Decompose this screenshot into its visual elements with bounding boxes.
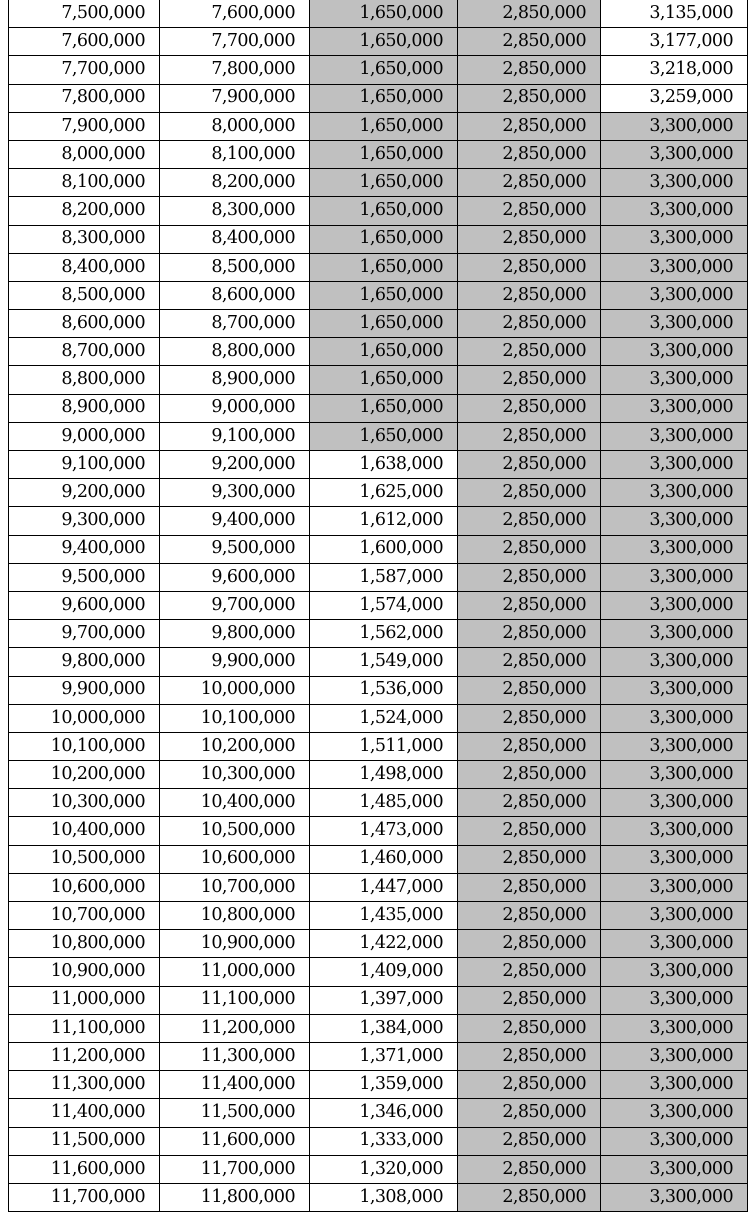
table-cell: 1,650,000	[310, 281, 458, 309]
table-cell: 3,300,000	[601, 535, 748, 563]
table-cell: 8,600,000	[9, 310, 160, 338]
table-cell: 1,650,000	[310, 0, 458, 28]
table-cell: 3,259,000	[601, 84, 748, 112]
table-cell: 2,850,000	[458, 225, 601, 253]
table-cell: 11,000,000	[160, 958, 310, 986]
table-cell: 3,300,000	[601, 732, 748, 760]
table-cell: 9,400,000	[160, 507, 310, 535]
table-cell: 8,500,000	[9, 281, 160, 309]
table-cell: 1,650,000	[310, 28, 458, 56]
table-row	[9, 394, 748, 422]
table-cell: 2,850,000	[458, 676, 601, 704]
table-cell: 7,600,000	[160, 0, 310, 28]
table-row	[9, 1042, 748, 1070]
table-cell: 11,400,000	[9, 1099, 160, 1127]
table-row	[9, 761, 748, 789]
table-row	[9, 0, 748, 28]
table-cell: 8,300,000	[160, 197, 310, 225]
table-cell: 10,200,000	[160, 732, 310, 760]
table-row	[9, 704, 748, 732]
table-cell: 10,800,000	[160, 902, 310, 930]
table-cell: 1,650,000	[310, 197, 458, 225]
table-cell: 3,300,000	[601, 789, 748, 817]
table-cell: 9,900,000	[9, 676, 160, 704]
table-cell: 1,650,000	[310, 394, 458, 422]
table-cell: 10,300,000	[9, 789, 160, 817]
table-row	[9, 845, 748, 873]
table-cell: 9,500,000	[160, 535, 310, 563]
table-cell: 8,700,000	[9, 338, 160, 366]
table-cell: 2,850,000	[458, 930, 601, 958]
table-cell: 2,850,000	[458, 0, 601, 28]
table-cell: 1,435,000	[310, 902, 458, 930]
table-row	[9, 958, 748, 986]
table-cell: 10,400,000	[9, 817, 160, 845]
table-cell: 2,850,000	[458, 1042, 601, 1070]
table-row	[9, 535, 748, 563]
table-cell: 8,800,000	[9, 366, 160, 394]
table-cell: 1,650,000	[310, 140, 458, 168]
table-row	[9, 789, 748, 817]
table-row	[9, 817, 748, 845]
table-cell: 8,800,000	[160, 338, 310, 366]
table-row	[9, 1155, 748, 1183]
table-cell: 8,100,000	[9, 169, 160, 197]
table-row	[9, 1099, 748, 1127]
table-cell: 9,700,000	[160, 591, 310, 619]
table-cell: 10,900,000	[160, 930, 310, 958]
table-cell: 10,700,000	[160, 873, 310, 901]
table-cell: 3,300,000	[601, 479, 748, 507]
table-cell: 1,650,000	[310, 112, 458, 140]
table-cell: 2,850,000	[458, 338, 601, 366]
table-cell: 8,000,000	[160, 112, 310, 140]
table-cell: 10,900,000	[9, 958, 160, 986]
table-cell: 1,308,000	[310, 1183, 458, 1211]
table-cell: 11,100,000	[160, 986, 310, 1014]
table-row	[9, 338, 748, 366]
table-cell: 2,850,000	[458, 648, 601, 676]
table-cell: 3,300,000	[601, 310, 748, 338]
table-cell: 3,300,000	[601, 225, 748, 253]
table-cell: 11,000,000	[9, 986, 160, 1014]
table-cell: 3,300,000	[601, 902, 748, 930]
table-cell: 3,300,000	[601, 620, 748, 648]
table-cell: 3,300,000	[601, 394, 748, 422]
table-cell: 2,850,000	[458, 422, 601, 450]
table-cell: 1,384,000	[310, 1014, 458, 1042]
table-cell: 3,300,000	[601, 1014, 748, 1042]
table-cell: 1,625,000	[310, 479, 458, 507]
table-cell: 2,850,000	[458, 817, 601, 845]
table-cell: 1,650,000	[310, 84, 458, 112]
table-cell: 1,650,000	[310, 338, 458, 366]
table-cell: 3,300,000	[601, 845, 748, 873]
table-cell: 1,524,000	[310, 704, 458, 732]
table-cell: 11,500,000	[9, 1127, 160, 1155]
table-cell: 7,800,000	[9, 84, 160, 112]
table-cell: 9,100,000	[160, 422, 310, 450]
table-cell: 1,562,000	[310, 620, 458, 648]
table-cell: 1,333,000	[310, 1127, 458, 1155]
table-cell: 8,900,000	[9, 394, 160, 422]
table-cell: 2,850,000	[458, 1127, 601, 1155]
table-cell: 8,000,000	[9, 140, 160, 168]
table-cell: 9,100,000	[9, 451, 160, 479]
table-row	[9, 732, 748, 760]
table-row	[9, 873, 748, 901]
table-cell: 7,500,000	[9, 0, 160, 28]
table-cell: 1,612,000	[310, 507, 458, 535]
table-cell: 8,600,000	[160, 281, 310, 309]
table-cell: 1,498,000	[310, 761, 458, 789]
table-row	[9, 140, 748, 168]
table-row	[9, 366, 748, 394]
table-cell: 2,850,000	[458, 1183, 601, 1211]
table-cell: 9,600,000	[160, 563, 310, 591]
table-cell: 3,300,000	[601, 986, 748, 1014]
table-row	[9, 310, 748, 338]
table-cell: 3,300,000	[601, 1071, 748, 1099]
table-cell: 2,850,000	[458, 253, 601, 281]
table-row	[9, 930, 748, 958]
table-cell: 9,800,000	[9, 648, 160, 676]
table-cell: 3,300,000	[601, 817, 748, 845]
table-row	[9, 169, 748, 197]
table-cell: 1,638,000	[310, 451, 458, 479]
table-cell: 3,300,000	[601, 1183, 748, 1211]
table-cell: 2,850,000	[458, 451, 601, 479]
table-cell: 11,600,000	[9, 1155, 160, 1183]
table-cell: 9,400,000	[9, 535, 160, 563]
table-cell: 9,000,000	[160, 394, 310, 422]
table-cell: 9,500,000	[9, 563, 160, 591]
table-cell: 3,218,000	[601, 56, 748, 84]
table-cell: 1,409,000	[310, 958, 458, 986]
table-cell: 1,460,000	[310, 845, 458, 873]
table-cell: 3,300,000	[601, 873, 748, 901]
table-cell: 2,850,000	[458, 197, 601, 225]
table-cell: 8,200,000	[9, 197, 160, 225]
table-cell: 3,300,000	[601, 648, 748, 676]
table-cell: 7,700,000	[9, 56, 160, 84]
table-cell: 2,850,000	[458, 1071, 601, 1099]
table-cell: 7,800,000	[160, 56, 310, 84]
table-cell: 2,850,000	[458, 789, 601, 817]
table-cell: 3,300,000	[601, 140, 748, 168]
table-cell: 11,500,000	[160, 1099, 310, 1127]
table-cell: 11,800,000	[160, 1183, 310, 1211]
table-cell: 11,400,000	[160, 1071, 310, 1099]
table-cell: 3,300,000	[601, 958, 748, 986]
table-cell: 2,850,000	[458, 761, 601, 789]
table-body	[9, 0, 748, 1212]
table-row	[9, 422, 748, 450]
table-row	[9, 563, 748, 591]
table-cell: 2,850,000	[458, 535, 601, 563]
table-row	[9, 1127, 748, 1155]
table-cell: 1,574,000	[310, 591, 458, 619]
table-row	[9, 112, 748, 140]
table-cell: 11,600,000	[160, 1127, 310, 1155]
table-cell: 8,400,000	[9, 253, 160, 281]
table-cell: 3,300,000	[601, 1155, 748, 1183]
table-cell: 9,200,000	[160, 451, 310, 479]
table-cell: 3,300,000	[601, 563, 748, 591]
table-cell: 10,500,000	[160, 817, 310, 845]
table-cell: 8,100,000	[160, 140, 310, 168]
table-cell: 2,850,000	[458, 28, 601, 56]
table-row	[9, 1071, 748, 1099]
table-cell: 10,500,000	[9, 845, 160, 873]
table-cell: 1,600,000	[310, 535, 458, 563]
table-cell: 2,850,000	[458, 902, 601, 930]
table-cell: 11,100,000	[9, 1014, 160, 1042]
table-cell: 2,850,000	[458, 591, 601, 619]
table-cell: 3,300,000	[601, 338, 748, 366]
table-cell: 3,300,000	[601, 281, 748, 309]
table-cell: 8,900,000	[160, 366, 310, 394]
table-row	[9, 1183, 748, 1211]
table-cell: 3,300,000	[601, 1099, 748, 1127]
table-cell: 9,900,000	[160, 648, 310, 676]
table-cell: 10,800,000	[9, 930, 160, 958]
table-row	[9, 676, 748, 704]
table-cell: 3,300,000	[601, 704, 748, 732]
table-cell: 10,000,000	[160, 676, 310, 704]
table-cell: 7,700,000	[160, 28, 310, 56]
table-cell: 8,300,000	[9, 225, 160, 253]
table-cell: 1,650,000	[310, 225, 458, 253]
table-row	[9, 451, 748, 479]
table-cell: 10,600,000	[9, 873, 160, 901]
table-cell: 8,400,000	[160, 225, 310, 253]
table-cell: 9,800,000	[160, 620, 310, 648]
table-cell: 2,850,000	[458, 56, 601, 84]
table-cell: 2,850,000	[458, 1099, 601, 1127]
table-cell: 3,300,000	[601, 422, 748, 450]
table-container	[8, 0, 747, 1212]
table-cell: 2,850,000	[458, 958, 601, 986]
table-cell: 10,100,000	[9, 732, 160, 760]
table-row	[9, 591, 748, 619]
table-cell: 11,700,000	[160, 1155, 310, 1183]
table-row	[9, 902, 748, 930]
table-row	[9, 281, 748, 309]
table-cell: 3,300,000	[601, 253, 748, 281]
table-cell: 10,000,000	[9, 704, 160, 732]
table-cell: 11,700,000	[9, 1183, 160, 1211]
table-cell: 3,300,000	[601, 169, 748, 197]
table-cell: 2,850,000	[458, 310, 601, 338]
table-cell: 1,320,000	[310, 1155, 458, 1183]
table-cell: 3,300,000	[601, 112, 748, 140]
table-row	[9, 1014, 748, 1042]
table-cell: 2,850,000	[458, 704, 601, 732]
table-cell: 2,850,000	[458, 140, 601, 168]
table-cell: 2,850,000	[458, 732, 601, 760]
table-cell: 1,359,000	[310, 1071, 458, 1099]
table-cell: 1,650,000	[310, 366, 458, 394]
table-cell: 2,850,000	[458, 84, 601, 112]
table-cell: 2,850,000	[458, 1014, 601, 1042]
table-cell: 2,850,000	[458, 112, 601, 140]
table-cell: 9,200,000	[9, 479, 160, 507]
table-cell: 1,511,000	[310, 732, 458, 760]
data-table	[8, 0, 748, 1212]
table-cell: 1,650,000	[310, 169, 458, 197]
table-cell: 2,850,000	[458, 394, 601, 422]
table-cell: 3,300,000	[601, 507, 748, 535]
table-row	[9, 253, 748, 281]
table-cell: 10,100,000	[160, 704, 310, 732]
table-cell: 1,371,000	[310, 1042, 458, 1070]
table-cell: 7,900,000	[160, 84, 310, 112]
table-cell: 1,397,000	[310, 986, 458, 1014]
table-cell: 1,650,000	[310, 56, 458, 84]
table-cell: 1,346,000	[310, 1099, 458, 1127]
table-row	[9, 197, 748, 225]
table-cell: 11,300,000	[9, 1071, 160, 1099]
table-cell: 10,600,000	[160, 845, 310, 873]
table-cell: 8,700,000	[160, 310, 310, 338]
table-cell: 2,850,000	[458, 620, 601, 648]
table-cell: 3,300,000	[601, 591, 748, 619]
table-cell: 3,300,000	[601, 1127, 748, 1155]
table-cell: 1,587,000	[310, 563, 458, 591]
table-cell: 9,300,000	[9, 507, 160, 535]
table-cell: 1,536,000	[310, 676, 458, 704]
table-cell: 3,300,000	[601, 1042, 748, 1070]
table-cell: 10,700,000	[9, 902, 160, 930]
table-cell: 1,422,000	[310, 930, 458, 958]
table-row	[9, 56, 748, 84]
table-cell: 3,300,000	[601, 930, 748, 958]
table-cell: 11,200,000	[9, 1042, 160, 1070]
table-cell: 3,177,000	[601, 28, 748, 56]
table-cell: 1,650,000	[310, 422, 458, 450]
table-cell: 9,700,000	[9, 620, 160, 648]
table-cell: 2,850,000	[458, 563, 601, 591]
table-row	[9, 620, 748, 648]
table-cell: 3,300,000	[601, 197, 748, 225]
table-cell: 3,300,000	[601, 676, 748, 704]
table-cell: 7,600,000	[9, 28, 160, 56]
table-cell: 2,850,000	[458, 366, 601, 394]
table-row	[9, 986, 748, 1014]
table-cell: 9,600,000	[9, 591, 160, 619]
table-cell: 7,900,000	[9, 112, 160, 140]
table-cell: 2,850,000	[458, 507, 601, 535]
table-cell: 8,500,000	[160, 253, 310, 281]
table-cell: 1,485,000	[310, 789, 458, 817]
table-row	[9, 225, 748, 253]
table-cell: 1,650,000	[310, 310, 458, 338]
table-cell: 1,549,000	[310, 648, 458, 676]
table-cell: 2,850,000	[458, 169, 601, 197]
table-cell: 2,850,000	[458, 479, 601, 507]
table-cell: 1,473,000	[310, 817, 458, 845]
table-cell: 10,200,000	[9, 761, 160, 789]
table-cell: 2,850,000	[458, 873, 601, 901]
table-cell: 11,300,000	[160, 1042, 310, 1070]
table-cell: 1,650,000	[310, 253, 458, 281]
table-cell: 9,300,000	[160, 479, 310, 507]
table-cell: 2,850,000	[458, 281, 601, 309]
table-cell: 10,300,000	[160, 761, 310, 789]
table-cell: 10,400,000	[160, 789, 310, 817]
table-row	[9, 28, 748, 56]
table-cell: 2,850,000	[458, 1155, 601, 1183]
table-row	[9, 84, 748, 112]
table-cell: 3,300,000	[601, 761, 748, 789]
table-cell: 2,850,000	[458, 845, 601, 873]
table-cell: 9,000,000	[9, 422, 160, 450]
table-cell: 3,135,000	[601, 0, 748, 28]
table-cell: 1,447,000	[310, 873, 458, 901]
table-row	[9, 479, 748, 507]
table-cell: 2,850,000	[458, 986, 601, 1014]
table-cell: 3,300,000	[601, 366, 748, 394]
table-cell: 11,200,000	[160, 1014, 310, 1042]
table-row	[9, 648, 748, 676]
table-row	[9, 507, 748, 535]
table-cell: 3,300,000	[601, 451, 748, 479]
table-cell: 8,200,000	[160, 169, 310, 197]
